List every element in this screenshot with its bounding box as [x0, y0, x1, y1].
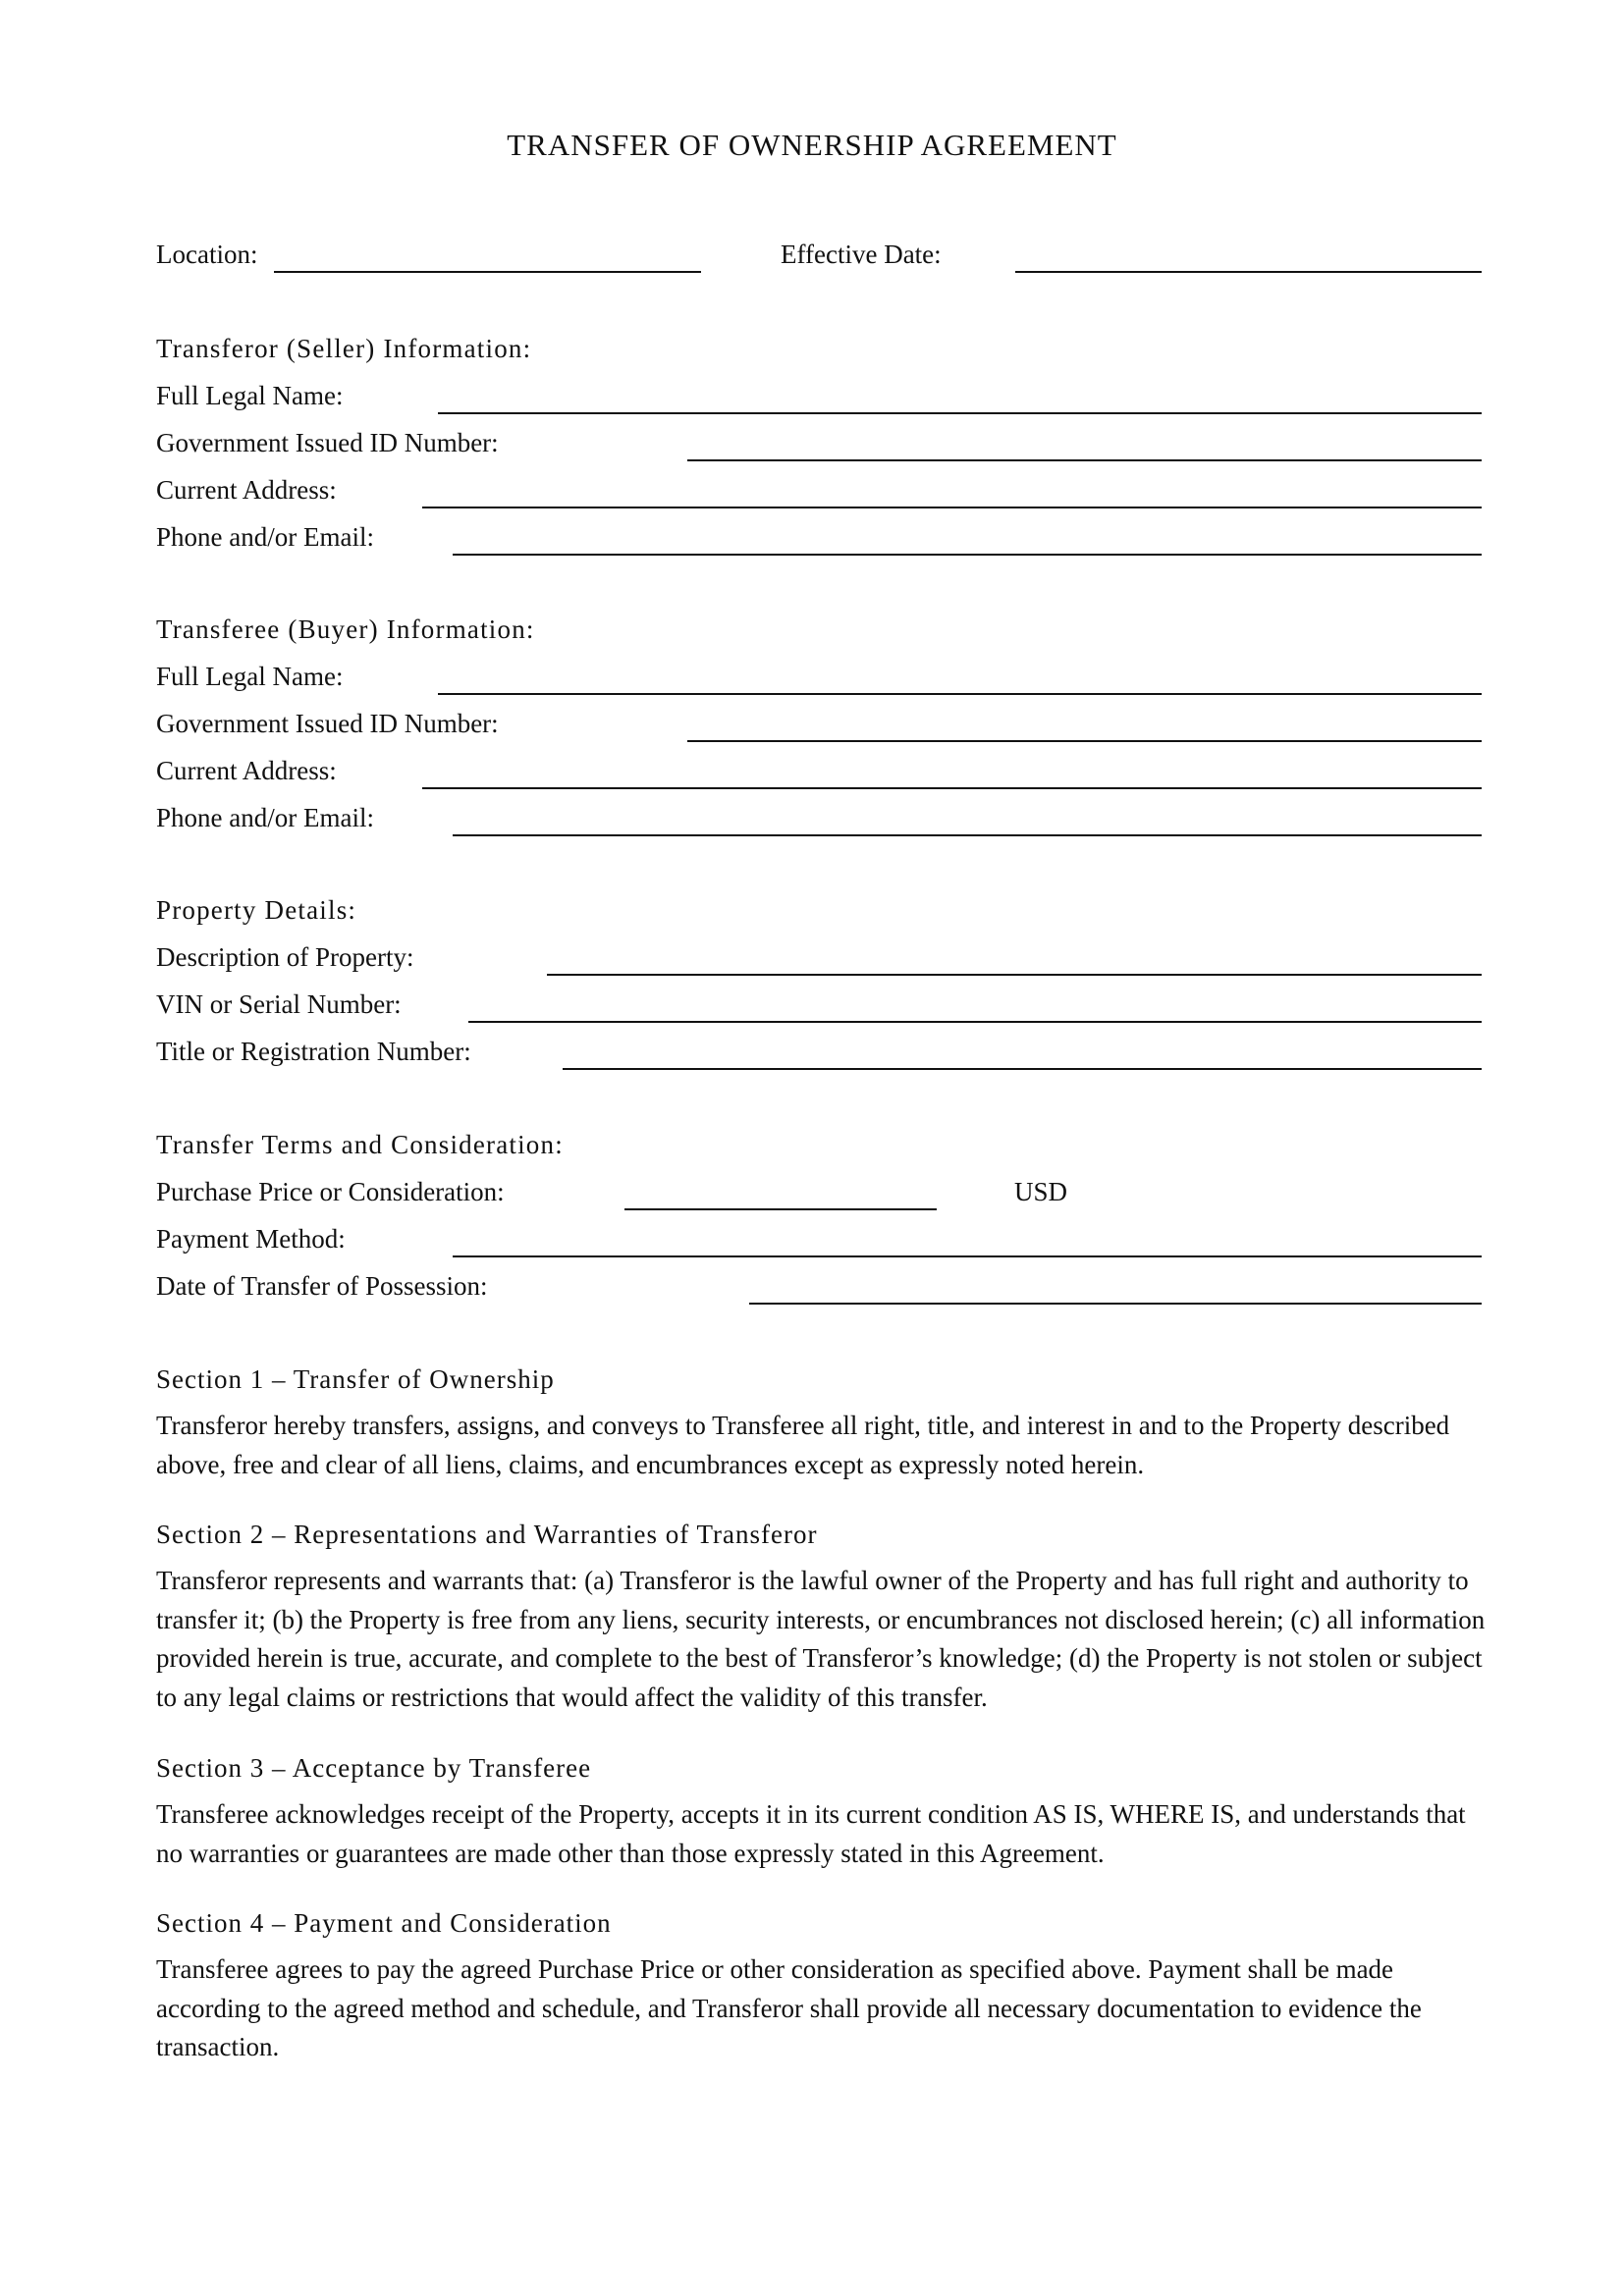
section-1-body: Transferor hereby transfers, assigns, and conveys to Transferee all right, title, and interest in and to the Property described above, free and clear of all liens, claims, and encumbrances except as expressly noted herein. — [156, 1411, 1450, 1479]
effective-date-field[interactable] — [1015, 271, 1482, 273]
currency-label: USD — [1014, 1177, 1068, 1206]
section-2-title: Section 2 – Representations and Warranties of Transferor — [156, 1520, 818, 1549]
transferor-contact-field[interactable] — [453, 554, 1482, 556]
transferor-address-field[interactable] — [422, 507, 1482, 508]
possession-date-field[interactable] — [749, 1303, 1482, 1305]
transferee-full-name-field[interactable] — [438, 693, 1482, 695]
terms-heading: Transfer Terms and Consideration: — [156, 1130, 564, 1159]
payment-method-label: Payment Method: — [156, 1224, 346, 1254]
location-label: Location: — [156, 240, 258, 269]
property-vin-field[interactable] — [468, 1021, 1482, 1023]
location-field[interactable] — [274, 271, 701, 273]
transferor-address-label: Current Address: — [156, 475, 337, 505]
transferee-address-label: Current Address: — [156, 756, 337, 785]
transferor-gov-id-field[interactable] — [687, 459, 1482, 461]
section-3-body: Transferee acknowledges receipt of the Property, accepts it in its current condition AS IS, WHERE IS, and understands that no warranties or guarantees are made other than those expressly stated in this Agreement. — [156, 1799, 1466, 1868]
transferee-contact-field[interactable] — [453, 834, 1482, 836]
property-description-label: Description of Property: — [156, 942, 414, 972]
transferee-gov-id-field[interactable] — [687, 740, 1482, 742]
transferor-heading: Transferor (Seller) Information: — [156, 334, 532, 363]
transferor-contact-label: Phone and/or Email: — [156, 522, 374, 552]
transferee-full-name-label: Full Legal Name: — [156, 662, 344, 691]
section-2-body: Transferor represents and warrants that: (a) Transferor is the lawful owner of the Property and has full right and authority to transfer it; (b) the Property is free from any liens, security interests, or encumbrances not disclosed herein; (c) all information provided herein is true, accurate, and complete to the best of Transferor’s knowledge; (d) the Property is not stolen or subject to any legal claims or restrictions that would affect the validity of this transfer. — [156, 1566, 1486, 1712]
document-title: TRANSFER OF OWNERSHIP AGREEMENT — [507, 128, 1117, 162]
property-title-label: Title or Registration Number: — [156, 1037, 471, 1066]
transferee-gov-id-label: Government Issued ID Number: — [156, 709, 499, 738]
payment-method-field[interactable] — [453, 1255, 1482, 1257]
transferee-address-field[interactable] — [422, 787, 1482, 789]
section-4-title: Section 4 – Payment and Consideration — [156, 1908, 612, 1938]
transferor-gov-id-label: Government Issued ID Number: — [156, 428, 499, 457]
section-3-title: Section 3 – Acceptance by Transferee — [156, 1753, 592, 1783]
property-heading: Property Details: — [156, 895, 357, 925]
property-vin-label: VIN or Serial Number: — [156, 989, 402, 1019]
effective-date-label: Effective Date: — [781, 240, 942, 269]
transferee-contact-label: Phone and/or Email: — [156, 803, 374, 832]
section-4-body: Transferee agrees to pay the agreed Purchase Price or other consideration as specified above. Payment shall be made according to the agreed method and schedule, and Transferor shall provide all necessary documentation to evidence the transaction. — [156, 1954, 1422, 2061]
price-label: Purchase Price or Consideration: — [156, 1177, 505, 1206]
transferor-full-name-label: Full Legal Name: — [156, 381, 344, 410]
transferor-full-name-field[interactable] — [438, 412, 1482, 414]
price-field[interactable] — [624, 1208, 937, 1210]
transferee-heading: Transferee (Buyer) Information: — [156, 614, 535, 644]
possession-date-label: Date of Transfer of Possession: — [156, 1271, 488, 1301]
property-title-field[interactable] — [563, 1068, 1482, 1070]
section-1-title: Section 1 – Transfer of Ownership — [156, 1364, 555, 1394]
property-description-field[interactable] — [547, 974, 1482, 976]
